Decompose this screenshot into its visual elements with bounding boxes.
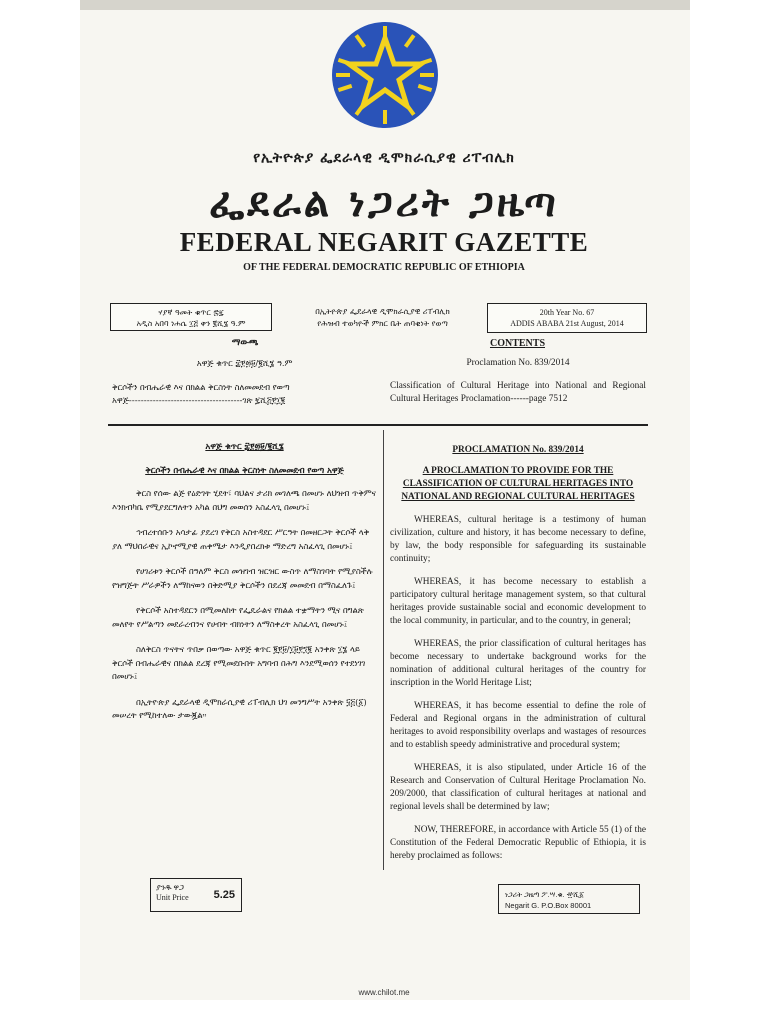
body-en-para-4: WHEREAS, it has become essential to define the role of Federal and Regional organs in the administration of cultural heritages to avoid responsibility overlaps and wastages of resources and to establish speedy administrative and procedural system;	[390, 701, 646, 750]
page-top-edge	[80, 0, 690, 10]
unit-price-value: 5.25	[213, 889, 235, 901]
body-am-para-1: ቅርስ የሰው ልጅ የዕድገት ሂደት፣ ባህልና ታሪክ መገለጫ በመሆኑ ለህዝብ ጥቅምና እንክብካቤ የሚያደርግለትን አካል በህግ መወሰን አስፈላጊ በመሆኑ፤	[112, 488, 376, 512]
issue-box-amharic	[110, 303, 272, 331]
column-divider	[383, 430, 384, 870]
body-english	[390, 444, 646, 863]
english-gazette-subtitle: OF THE FEDERAL DEMOCRATIC REPUBLIC OF ETHIOPIA	[243, 262, 525, 273]
body-en-para-1: WHEREAS, cultural heritage is a testimony of human civilization, culture and history, it has become necessary to define, by law, the body responsible for safeguarding its sustainable continuity;	[390, 515, 646, 564]
body-proc-no-am: አዋጅ ቁጥር ፰፻፴፱/፪ሺ፮	[205, 441, 284, 451]
issue-number-am: ሃያኛ ዓመት ቁጥር ፷፯	[158, 308, 224, 317]
body-title-en: A PROCLAMATION TO PROVIDE FOR THE CLASSIFICATION OF CULTURAL HERITAGES INTO NATIONAL AND REGIONAL CULTURAL HERITAGES	[401, 466, 635, 502]
contents-proc-no-am: አዋጅ ቁጥር ፰፻፴፱/፪ሺ፮ ዓ.ም	[196, 358, 293, 368]
po-box	[498, 884, 640, 914]
contents-divider	[108, 424, 648, 426]
contents-proc-no-en: Proclamation No. 839/2014	[466, 358, 570, 368]
publisher-line-2: የሕዝብ ተወካዮች ምክር ቤት ጠባቂነት የወጣ	[317, 319, 448, 328]
footer-url: www.chilot.me	[358, 988, 410, 997]
body-en-para-2: WHEREAS, it has become necessary to establish a participatory cultural heritage management system, so that cultural heritages provide sustainable social and economic development to the local community, in particular, and to the country, in general;	[390, 577, 646, 626]
body-en-para-3: WHEREAS, the prior classification of cultural heritages has become necessary to undertake background works for the nomination of additional cultural heritages of the country for inscription in the World Heritage List;	[390, 639, 646, 688]
body-am-para-2: ኅብረተሰቡን አሳታፊ ያደረገ የቅርስ አስተዳደር ሥርዓት በመዘርጋት ቅርሶች ላቅ ያለ ማህበራዊና ኢኮኖሚያዊ ጠቀሜታ እንዲያበረክቱ ማድረግ አስፈላጊ በመሆኑ፤	[112, 527, 370, 551]
contents-entry-am-line1: ቅርሶችን በብሔራዊ እና በክልል ቅርስነት ስለመመደብ የወጣ	[112, 381, 290, 392]
po-box-am: ነጋሪት ጋዜጣ ፖ.ሣ.ቁ. ፹ሺ፩	[505, 890, 584, 899]
issue-date-am: አዲስ አበባ ነሐሴ ፲፭ ቀን ፪ሺ፮ ዓ.ም	[136, 319, 246, 328]
body-en-para-5: WHEREAS, it is also stipulated, under Article 16 of the Research and Conservation of Cultural Heritage Proclamation No. 209/2000, that classification of cultural heritages at national and regional levels shall be determined by law;	[390, 763, 646, 812]
ethiopian-emblem-icon	[330, 20, 440, 130]
body-am-para-5: ስለቅርስ ጥናትና ጥበቃ በወጣው አዋጅ ቁጥር ፪፻፱/፲፱፻፺፪ አንቀጽ ፲፮ ላይ ቅርሶች በብሔራዊና በክልል ደረጃ የሚመደቡበት አግባብ በሕግ እንደሚወሰን የተደነገገ በመሆኑ፤	[112, 644, 366, 681]
body-en-para-6: NOW, THEREFORE, in accordance with Article 55 (1) of the Constitution of the Federal Democratic Republic of Ethiopia, it is hereby proclaimed as follows:	[390, 825, 646, 861]
body-amharic	[112, 440, 377, 723]
po-box-en: Negarit G. P.O.Box 80001	[505, 901, 592, 910]
issue-box-english	[487, 303, 647, 333]
amharic-gazette-title: ፌደራል ነጋሪት ጋዜጣ	[209, 180, 559, 226]
contents-am	[112, 357, 377, 408]
amharic-republic-name: የኢትዮጵያ ፌደራላዊ ዲሞክራሲያዊ ሪፐብሊክ	[253, 150, 515, 166]
english-gazette-title: FEDERAL NEGARIT GAZETTE	[179, 227, 589, 257]
body-am-para-6: በኢትዮጵያ ፌደራላዊ ዲሞክራሲያዊ ሪፐብሊክ ህገ መንግሥት አንቀጽ ፶፭(፩) መሠረት የሚከተለው ታውጇል።	[112, 696, 367, 720]
body-proc-no-en: PROCLAMATION No. 839/2014	[452, 445, 584, 455]
contents-heading-en: CONTENTS	[489, 338, 545, 349]
issue-date-en: ADDIS ABABA 21st August, 2014	[510, 319, 624, 328]
issue-number-en: 20th Year No. 67	[539, 308, 595, 317]
unit-price-label-am: ያንዱ ዋጋ	[156, 883, 184, 892]
contents-entry-am-line2: አዋጅ--------------------------------------ገጽ ፯ሺ፭፻፲፪	[112, 395, 286, 405]
unit-price-label-en: Unit Price	[156, 893, 189, 902]
publisher-line-1: በኢትዮጵያ ፌደራላዊ ዲሞክራሲያዊ ሪፐብሊክ	[315, 307, 450, 316]
unit-price-labels	[156, 883, 196, 903]
body-am-para-4: የቅርሶች አስተዳደርን በሚመለከት የፌዴራልና የክልል ተቋማትን ሚና በግልጽ መለየት የሥልጣን መደራረብንና የሀብት ብክነትን ለማስቀረት አስፈላጊ በመሆኑ፤	[112, 605, 364, 629]
unit-price-box	[150, 878, 242, 912]
contents-en	[390, 357, 646, 406]
contents-entry-en: Classification of Cultural Heritage into National and Regional Cultural Heritages Proclamation------page 7512	[390, 381, 646, 404]
contents-heading-am: ማውጫ	[231, 338, 259, 348]
body-am-para-3: የሀገሪቱን ቅርሶች በዓለም ቅርስ መዝገብ ዝርዝር ውስጥ ለማስገባት የሚያስችሉ የዝግጅት ሥራዎችን ለማከናወን በቅድሚያ ቅርሶችን በደረጃ መመደብ በማስፈለጉ፤	[112, 566, 373, 590]
publisher-amharic	[285, 306, 480, 330]
body-title-am: ቅርሶችን በብሔራዊ እና በክልል ቅርስነት ስለመመደብ የወጣ አዋጅ	[145, 464, 344, 475]
